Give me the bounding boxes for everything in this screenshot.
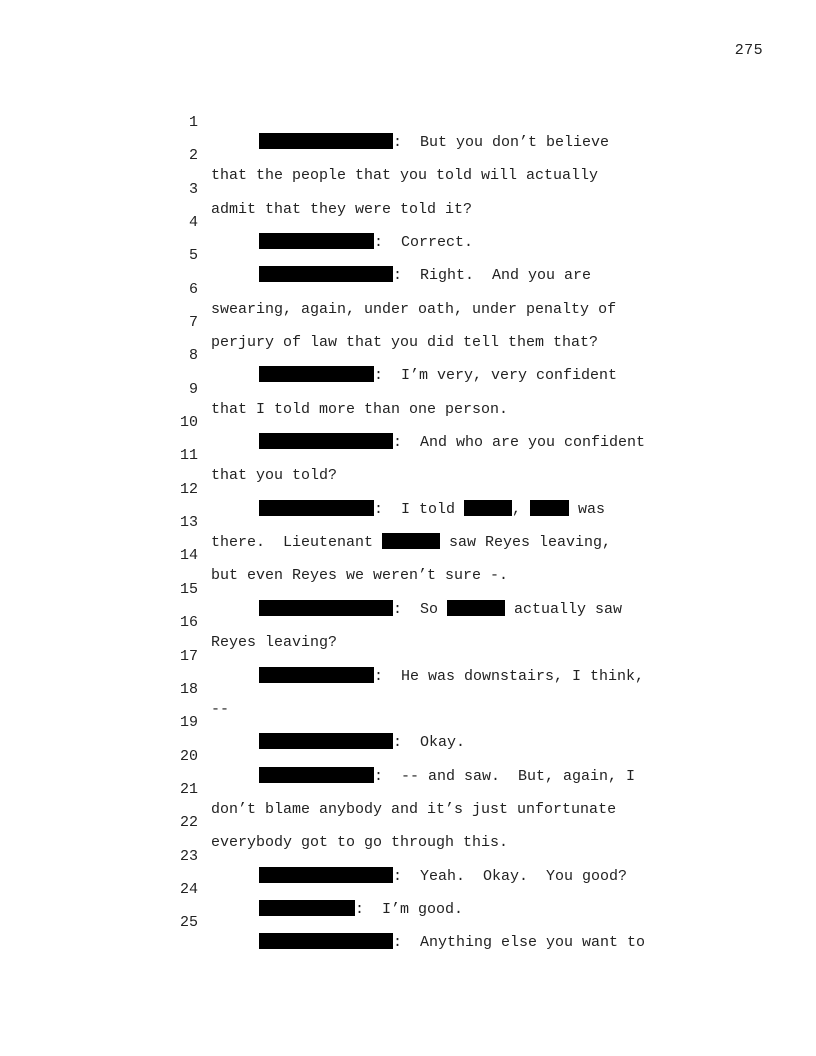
- transcript-line: [0, 460, 816, 518]
- transcript-line: [0, 727, 816, 785]
- page-number: 275: [734, 42, 763, 59]
- line-number: 20: [179, 748, 198, 765]
- transcript-line: [0, 160, 816, 218]
- line-number: 17: [179, 648, 198, 665]
- transcript-line: [0, 860, 816, 918]
- redacted-speaker: [259, 933, 393, 949]
- speaker-line: : I’m good.: [259, 900, 463, 920]
- transcript-line: [0, 593, 816, 651]
- speaker-line: : I told , was: [259, 500, 605, 520]
- transcript-line: [0, 360, 816, 418]
- line-number: 7: [188, 314, 198, 331]
- line-text: everybody got to go through this.: [211, 834, 509, 851]
- line-number: 4: [188, 214, 198, 231]
- line-number: 3: [188, 181, 198, 198]
- transcript-line: [0, 226, 816, 284]
- line-number: 6: [188, 281, 198, 298]
- transcript-line: [0, 660, 816, 718]
- line-number: 19: [179, 714, 198, 731]
- line-number: 18: [179, 681, 198, 698]
- line-number: 10: [179, 414, 198, 431]
- line-number: 23: [179, 848, 198, 865]
- transcript-line: [0, 260, 816, 318]
- speaker-line: : Right. And you are: [259, 266, 591, 286]
- transcript-line: [0, 126, 816, 184]
- transcript-line: [0, 326, 816, 384]
- line-number: 21: [179, 781, 198, 798]
- transcript-line: [0, 560, 816, 618]
- line-number: 1: [188, 114, 198, 131]
- transcript-line: [0, 693, 816, 751]
- line-number: 8: [188, 347, 198, 364]
- transcript-line: [0, 493, 816, 551]
- line-number: 2: [188, 147, 198, 164]
- transcript-line: [0, 193, 816, 251]
- transcript-line: [0, 893, 816, 951]
- line-number: 13: [179, 514, 198, 531]
- speaker-line: : And who are you confident: [259, 433, 645, 453]
- line-text: there. Lieutenant saw Reyes leaving,: [211, 534, 612, 551]
- speaker-line: : So actually saw: [259, 600, 622, 620]
- line-number: 12: [179, 481, 198, 498]
- line-text: but even Reyes we weren’t sure -.: [211, 567, 509, 584]
- transcript-line: [0, 393, 816, 451]
- line-text: swearing, again, under oath, under penalty of: [211, 301, 617, 318]
- speaker-line: : He was downstairs, I think,: [259, 667, 644, 687]
- line-number: 24: [179, 881, 198, 898]
- transcript-line: [0, 760, 816, 818]
- speaker-line: : Anything else you want to: [259, 933, 645, 953]
- line-number: 22: [179, 814, 198, 831]
- line-text: admit that they were told it?: [211, 201, 473, 218]
- transcript-line: [0, 526, 816, 584]
- line-number: 16: [179, 614, 198, 631]
- transcript-line: [0, 627, 816, 685]
- line-text: that you told?: [211, 467, 338, 484]
- speaker-line: : I’m very, very confident: [259, 366, 617, 386]
- line-number: 9: [188, 381, 198, 398]
- line-number: 5: [188, 247, 198, 264]
- speaker-line: : -- and saw. But, again, I: [259, 767, 635, 787]
- line-text: perjury of law that you did tell them that?: [211, 334, 599, 351]
- line-text: --: [211, 701, 230, 718]
- speaker-line: : But you don’t believe: [259, 133, 609, 153]
- line-number: 15: [179, 581, 198, 598]
- transcript-line: [0, 426, 816, 484]
- line-number: 11: [179, 447, 198, 464]
- transcript-line: [0, 293, 816, 351]
- speaker-line: : Correct.: [259, 233, 473, 253]
- line-number: 25: [179, 914, 198, 931]
- line-text: that I told more than one person.: [211, 401, 509, 418]
- transcript-line: [0, 827, 816, 885]
- line-text: that the people that you told will actually: [211, 167, 599, 184]
- speaker-line: : Yeah. Okay. You good?: [259, 867, 627, 887]
- line-text: Reyes leaving?: [211, 634, 338, 651]
- speaker-line: : Okay.: [259, 733, 465, 753]
- transcript-line: [0, 793, 816, 851]
- transcript-line: [0, 93, 816, 151]
- line-text: don’t blame anybody and it’s just unfortunate: [211, 801, 617, 818]
- line-number: 14: [179, 547, 198, 564]
